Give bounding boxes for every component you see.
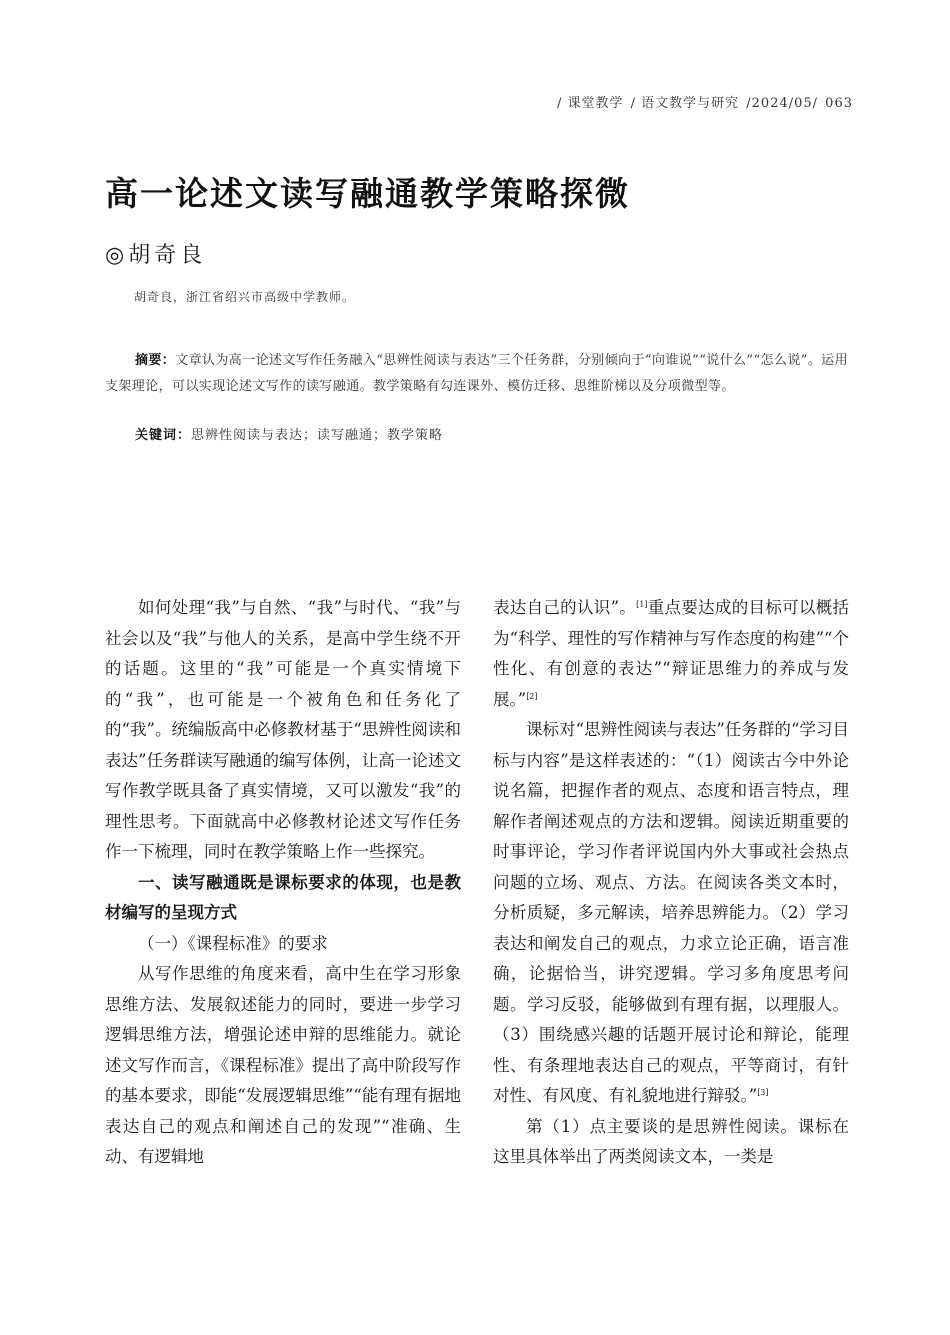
article-title: 高一论述文读写融通教学策略探微 (105, 174, 630, 213)
subsection-heading-1: （一）《课程标准》的要求 (138, 933, 328, 953)
paragraph-continued (493, 593, 849, 715)
body-column-left (105, 593, 461, 1173)
abstract-text: 文章认为高一论述文写作任务融入“思辨性阅读与表达”三个任务群，分别倾向于“向谁说”“说什么”“怎么说”。运用支架理论，可以实现论述文写作的读写融通。教学策略有勾连课外、模仿迁移、思维阶梯以及分项微型等。 (105, 353, 848, 394)
paragraph-continued-part2: 重点要达成的目标可以概括为“科学、理性的写作精神与写作态度的构建”“个性化、有创意的表达”“辩证思维力的养成与发展。” (493, 598, 850, 709)
body-column-right (493, 593, 849, 1173)
paragraph-intro: 如何处理“我”与自然、“我”与时代、“我”与社会以及“我”与他人的关系，是高中学生绕不开的话题。这里的“我”可能是一个真实情境下的“我”，也可能是一个被角色和任务化了的“我”。统编版高中必修教材基于“思辨性阅读和表达”任务群读写融通的编写体例，让高一论述文写作教学既具备了真实情境，又可以激发“我”的理性思考。下面就高中必修教材论述文写作任务作一下梳理，同时在教学策略上作一些探究。 (105, 598, 461, 861)
citation-3: [3] (757, 1088, 769, 1097)
paragraph-writing-thinking: 从写作思维的角度来看，高中生在学习形象思维方法、发展叙述能力的同时，要进一步学习逻辑思维方法，增强论述申辩的思维能力。就论述文写作而言，《课程标准》提出了高中阶段写作的基本要求，即能“发展逻辑思维”“能有理有据地表达自己的观点和阐述自己的发现”“准确、生动、有逻辑地 (105, 964, 461, 1166)
author-name: ◎胡奇良 (105, 243, 207, 268)
citation-2: [2] (526, 691, 538, 701)
abstract-label: 摘要： (135, 353, 176, 368)
keywords (135, 426, 443, 446)
running-header (556, 92, 854, 111)
paragraph-continued-part1: 表达自己的认识”。 (493, 598, 637, 617)
paragraph-curriculum-goals (493, 715, 849, 1112)
paragraph-point-one: 第（1）点主要谈的是思辨性阅读。课标在这里具体举出了两类阅读文本，一类是 (493, 1116, 849, 1166)
abstract (105, 348, 850, 400)
author-affiliation: 胡奇良，浙江省绍兴市高级中学教师。 (134, 290, 356, 304)
header-issue: /2024/05/ (746, 96, 819, 111)
paragraph-curriculum-goals-text: 课标对“思辨性阅读与表达”任务群的“学习目标与内容”是这样表述的：“（1）阅读古今中外论说名篇，把握作者的观点、态度和语言特点，理解作者阐述观点的方法和逻辑。阅读近期重要的时事评论，学习作者评说国内外大事或社会热点问题的立场、观点、方法。在阅读各类文本时，分析质疑，多元解读，培养思辨能力。（2）学习表达和阐发自己的观点，力求立论正确，语言准确，论据恰当，讲究逻辑。学习多角度思考问题。学习反驳，能够做到有理有据，以理服人。（3）围绕感兴趣的话题开展讨论和辩论，能理性、有条理地表达自己的观点，平等商讨，有针对性、有风度、有礼貌地进行辩驳。” (493, 720, 849, 1105)
citation-1: [1] (636, 600, 648, 609)
header-page-number: 063 (825, 96, 853, 111)
section-heading-1: 一、读写融通既是课标要求的体现，也是教材编写的呈现方式 (105, 872, 461, 922)
header-section: / 课堂教学 (556, 96, 624, 111)
keywords-label: 关键词： (135, 428, 192, 443)
keywords-text: 思辨性阅读与表达；读写融通；教学策略 (191, 428, 444, 443)
header-journal: / 语文教学与研究 (630, 96, 740, 111)
